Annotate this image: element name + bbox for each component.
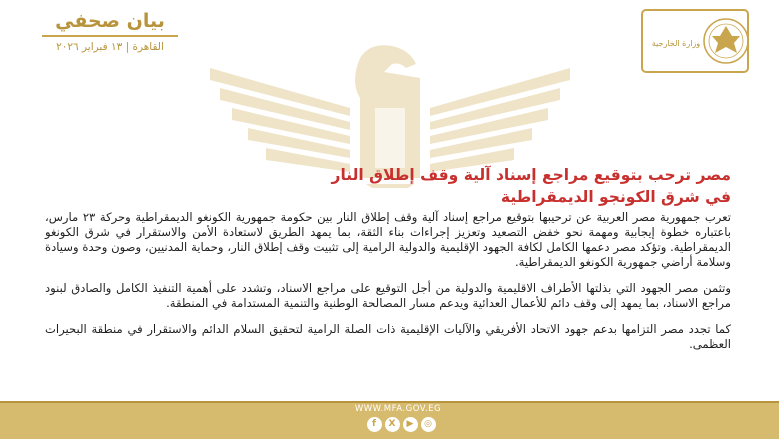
ministry-seal-icon (640, 8, 750, 74)
facebook-icon[interactable]: f (367, 417, 382, 432)
header-block (30, 10, 190, 53)
headline (71, 164, 731, 208)
website-link[interactable]: WWW.MFA.GOV.EG (354, 404, 442, 414)
header-divider (42, 35, 178, 37)
footer-stripe (0, 401, 779, 403)
instagram-icon[interactable]: ◎ (421, 417, 436, 432)
headline-line-2: في شرق الكونجو الديمقراطية (500, 188, 731, 206)
body-paragraph-3: كما تجدد مصر التزامها بدعم جهود الاتحاد الأفريقي والآليات الإقليمية ذات الصلة الرامية لتحقيق السلام الدائم والاستقرار في منطقة البحيرات العظمى. (45, 322, 731, 351)
youtube-icon[interactable]: ▶ (403, 417, 418, 432)
body-paragraph-2: وتثمن مصر الجهود التي بذلتها الأطراف الاقليمية والدولية من أجل التوقيع على مراجع الاسناد، وتشدد على أهمية التنفيذ الكامل والصادق لبنود مراجع الاسناد، بما يمهد إلى وقف دائم للأعمال العدائية ويدعم مسار المصالحة الوطنية والتنمية المستدامة في المنطقة. (45, 281, 731, 310)
ministry-seal-text: وزارة الخارجية (651, 39, 701, 48)
body-paragraph-1: تعرب جمهورية مصر العربية عن ترحيبها بتوقيع مراجع إسناد آلية وقف إطلاق النار بين حكومة جمهورية الكونغو الديمقراطية وحركة ٢٣ مارس، باعتباره خطوة إيجابية ومهمة نحو خفض التصعيد وتعزيز إجراءات بناء الثقة، بما يمهد الطريق لاستعادة الأمن والاستقرار في شرق الكونغو الديمقراطية. وتؤكد مصر دعمها الكامل لكافة الجهود الإقليمية والدولية الرامية إلى تثبيت وقف إطلاق النار، وحماية المدنيين، وصون وحدة وسيادة وسلامة أراضي جمهورية الكونغو الديمقراطية. (45, 210, 731, 269)
press-release-body (45, 210, 731, 363)
social-icons (356, 417, 446, 433)
place-and-date: القاهرة | ١٣ فبراير ٢٠٢٦ (56, 40, 164, 53)
document-type: بيان صحفي (55, 10, 165, 32)
headline-line-1: مصر ترحب بتوقيع مراجع إسناد آلية وقف إطلاق النار (331, 166, 731, 184)
x-icon[interactable]: X (385, 417, 400, 432)
